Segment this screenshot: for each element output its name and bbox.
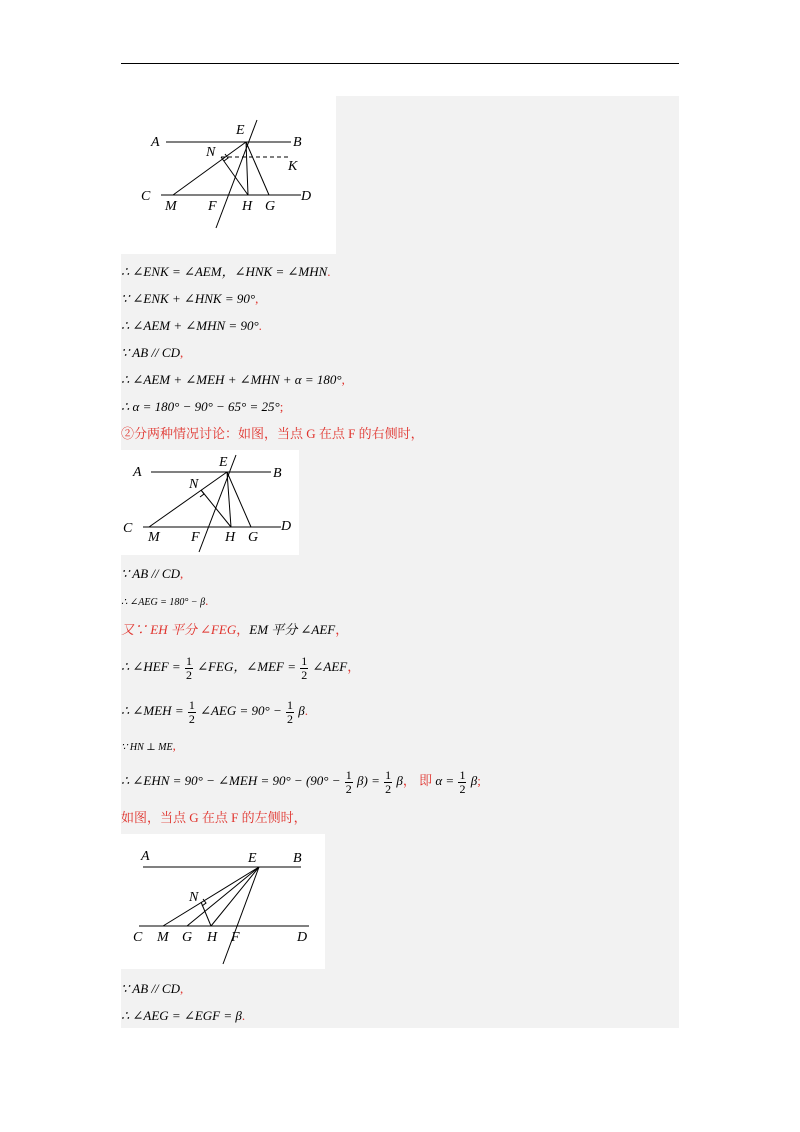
label-G: G: [265, 199, 276, 214]
label-C: C: [133, 930, 143, 945]
case-heading-left: 如图，当点 G 在点 F 的左侧时，: [121, 810, 307, 825]
label-G: G: [182, 930, 193, 945]
label-D: D: [281, 519, 292, 534]
fraction: $\frac{1}{2}$: [185, 653, 192, 682]
geometry-diagram-3: [121, 834, 325, 969]
proof-line-8: ∵ AB // CD,: [121, 566, 184, 581]
label-M: M: [165, 199, 177, 214]
label-F: F: [208, 199, 217, 214]
label-A: A: [151, 135, 160, 150]
proof-line-17: ∴ ∠AEG = ∠EGF = β.: [121, 1008, 246, 1023]
proof-line-6: ∴ α = 180° − 90° − 65° = 25°;: [121, 399, 284, 414]
proof-line-3: ∴ ∠AEM + ∠MHN = 90°.: [121, 318, 262, 333]
label-C: C: [141, 189, 151, 204]
label-H: H: [225, 530, 236, 545]
label-A: A: [141, 849, 150, 864]
proof-line-16: ∵ AB // CD,: [121, 981, 184, 996]
label-M: M: [157, 930, 169, 945]
proof-line-2: ∵ ∠ENK + ∠HNK = 90°,: [121, 291, 259, 306]
fraction: $\frac{1}{2}$: [459, 767, 466, 796]
fraction: $\frac{1}{2}$: [287, 697, 294, 726]
label-B: B: [293, 135, 302, 150]
label-N: N: [206, 145, 216, 160]
proof-line-5: ∴ ∠AEM + ∠MEH + ∠MHN + α = 180°,: [121, 372, 345, 387]
fraction: $\frac{1}{2}$: [301, 653, 308, 682]
label-E: E: [219, 455, 228, 470]
label-F: F: [191, 530, 200, 545]
label-C: C: [123, 521, 133, 536]
geometry-diagram-1: [121, 96, 336, 254]
proof-line-9: ∴ ∠AEG = 180° − β.: [121, 593, 209, 608]
label-H: H: [242, 199, 253, 214]
case-heading-right: ②分两种情况讨论：如图，当点 G 在点 F 的右侧时，: [121, 426, 424, 441]
figure-2: [121, 450, 299, 555]
proof-line-14: ∴ ∠EHN = 90° − ∠MEH = 90° − (90° − $\frac{1}{2}$ β) = $\frac{1}{2}$ β， 即 α = $\frac{1}{2}$ β;: [121, 767, 481, 796]
fraction: $\frac{1}{2}$: [188, 697, 195, 726]
proof-line-1: ∴ ∠ENK = ∠AEM，∠HNK = ∠MHN.: [121, 264, 331, 279]
header-rule: [121, 63, 679, 64]
label-K: K: [288, 159, 298, 174]
label-B: B: [273, 466, 282, 481]
label-N: N: [189, 477, 199, 492]
label-E: E: [248, 851, 257, 866]
geometry-diagram-2: [121, 450, 299, 555]
proof-line-12: ∴ ∠MEH = $\frac{1}{2}$ ∠AEG = 90° − $\frac{1}{2}$ β.: [121, 697, 308, 726]
label-M: M: [148, 530, 160, 545]
label-E: E: [236, 123, 245, 138]
label-B: B: [293, 851, 302, 866]
proof-line-10: 又∵ EH 平分 ∠FEG，EM 平分 ∠AEF，: [121, 622, 349, 637]
label-F: F: [231, 930, 240, 945]
label-H: H: [207, 930, 218, 945]
label-G: G: [248, 530, 259, 545]
fraction: $\frac{1}{2}$: [345, 767, 352, 796]
label-N: N: [189, 890, 199, 905]
figure-1: [121, 96, 336, 254]
fraction: $\frac{1}{2}$: [385, 767, 392, 796]
proof-line-13: ∵ HN ⊥ ME,: [121, 738, 176, 753]
label-A: A: [133, 465, 142, 480]
label-D: D: [297, 930, 308, 945]
label-D: D: [301, 189, 312, 204]
proof-line-4: ∵ AB // CD,: [121, 345, 184, 360]
proof-line-11: ∴ ∠HEF = $\frac{1}{2}$ ∠FEG，∠MEF = $\frac{1}{2}$ ∠AEF，: [121, 653, 361, 682]
figure-3: [121, 834, 325, 969]
